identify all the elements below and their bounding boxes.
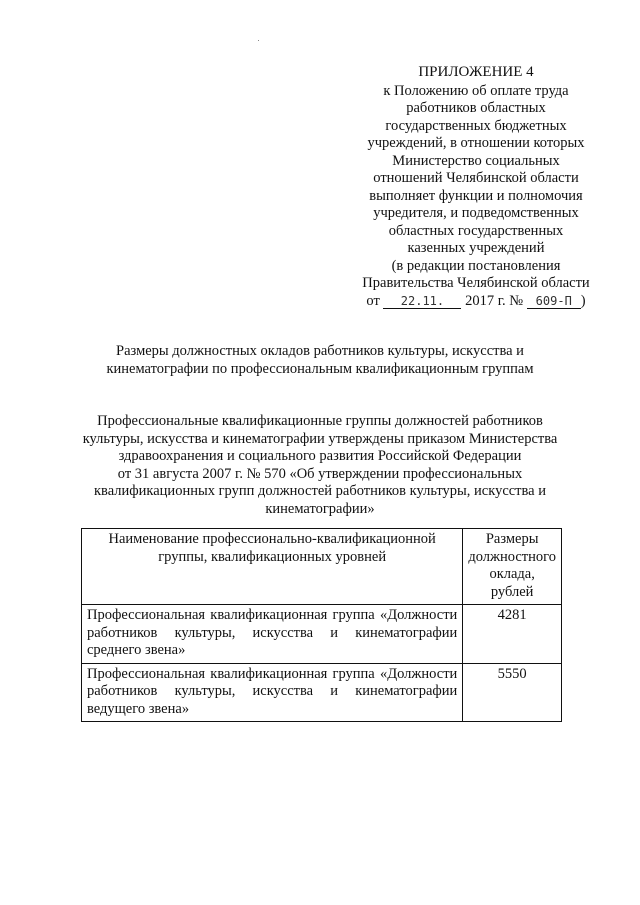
- document-title: [80, 343, 560, 378]
- table-row: [82, 663, 562, 722]
- resolution-reference: [352, 293, 600, 311]
- appendix-header: [352, 64, 600, 310]
- subtitle-line: кинематографии»: [265, 500, 375, 517]
- resolution-date: 22.11.: [383, 294, 461, 309]
- appendix-line: Правительства Челябинской области: [362, 275, 590, 291]
- header-name-line: группы, квалификационных уровней: [158, 548, 387, 565]
- appendix-line: учреждений, в отношении которых: [367, 135, 585, 151]
- subtitle-line: здравоохранения и социального развития Российской Федерации: [118, 448, 522, 464]
- salary-cell: 5550: [463, 663, 562, 722]
- subtitle-line: Профессиональные квалификационные группы должностей работников: [97, 413, 543, 429]
- header-name-line: Наименование профессионально-квалификационной: [108, 531, 436, 547]
- document-subtitle: [80, 413, 560, 518]
- title-line: Размеры должностных окладов работников культуры, искусства и: [116, 343, 524, 359]
- header-salary-line: должностного: [468, 548, 556, 565]
- appendix-title: ПРИЛОЖЕНИЕ 4: [418, 64, 534, 80]
- header-salary-column: [463, 529, 562, 605]
- appendix-line: казенных учреждений: [407, 240, 545, 256]
- header-salary-line: оклада, рублей: [489, 566, 535, 600]
- appendix-line: учредителя, и подведомственных: [373, 205, 579, 221]
- appendix-line: работников областных: [406, 100, 546, 116]
- salary-table: [81, 528, 562, 722]
- from-label: от: [366, 292, 380, 309]
- group-name-cell: [82, 605, 463, 664]
- group-name-line: Профессиональная квалификационная группа «Должности: [87, 665, 458, 682]
- header-salary-line: Размеры: [485, 531, 539, 547]
- close-paren: ): [580, 292, 586, 309]
- group-name-line: работников культуры, искусства и кинематографии: [87, 624, 458, 641]
- header-name-column: [82, 529, 463, 605]
- subtitle-line: квалификационных групп должностей работников культуры, искусства и: [94, 483, 546, 499]
- appendix-line: (в редакции постановления: [391, 257, 561, 274]
- title-line: кинематографии по профессиональным квалификационным группам: [106, 360, 534, 377]
- appendix-line: государственных бюджетных: [385, 117, 567, 134]
- group-name-cell: [82, 663, 463, 722]
- table-header-row: [82, 529, 562, 605]
- group-name-line: среднего звена»: [87, 642, 186, 658]
- appendix-line: Министерство социальных: [392, 152, 560, 169]
- table-row: [82, 605, 562, 664]
- year-number-label: 2017 г. №: [465, 292, 524, 309]
- subtitle-line: от 31 августа 2007 г. № 570 «Об утверждении профессиональных: [117, 465, 523, 482]
- appendix-line: областных государственных: [388, 222, 564, 239]
- salary-cell: 4281: [463, 605, 562, 664]
- appendix-line: к Положению об оплате труда: [383, 82, 569, 99]
- group-name-line: ведущего звена»: [87, 700, 190, 717]
- group-name-line: работников культуры, искусства и кинематографии: [87, 683, 458, 699]
- scan-speck: [258, 40, 259, 41]
- appendix-line: отношений Челябинской области: [373, 170, 579, 186]
- subtitle-line: культуры, искусства и кинематографии утверждены приказом Министерства: [82, 430, 558, 447]
- group-name-line: Профессиональная квалификационная группа «Должности: [87, 607, 458, 623]
- resolution-number: 609-П: [527, 294, 581, 309]
- appendix-line: выполняет функции и полномочия: [369, 187, 583, 204]
